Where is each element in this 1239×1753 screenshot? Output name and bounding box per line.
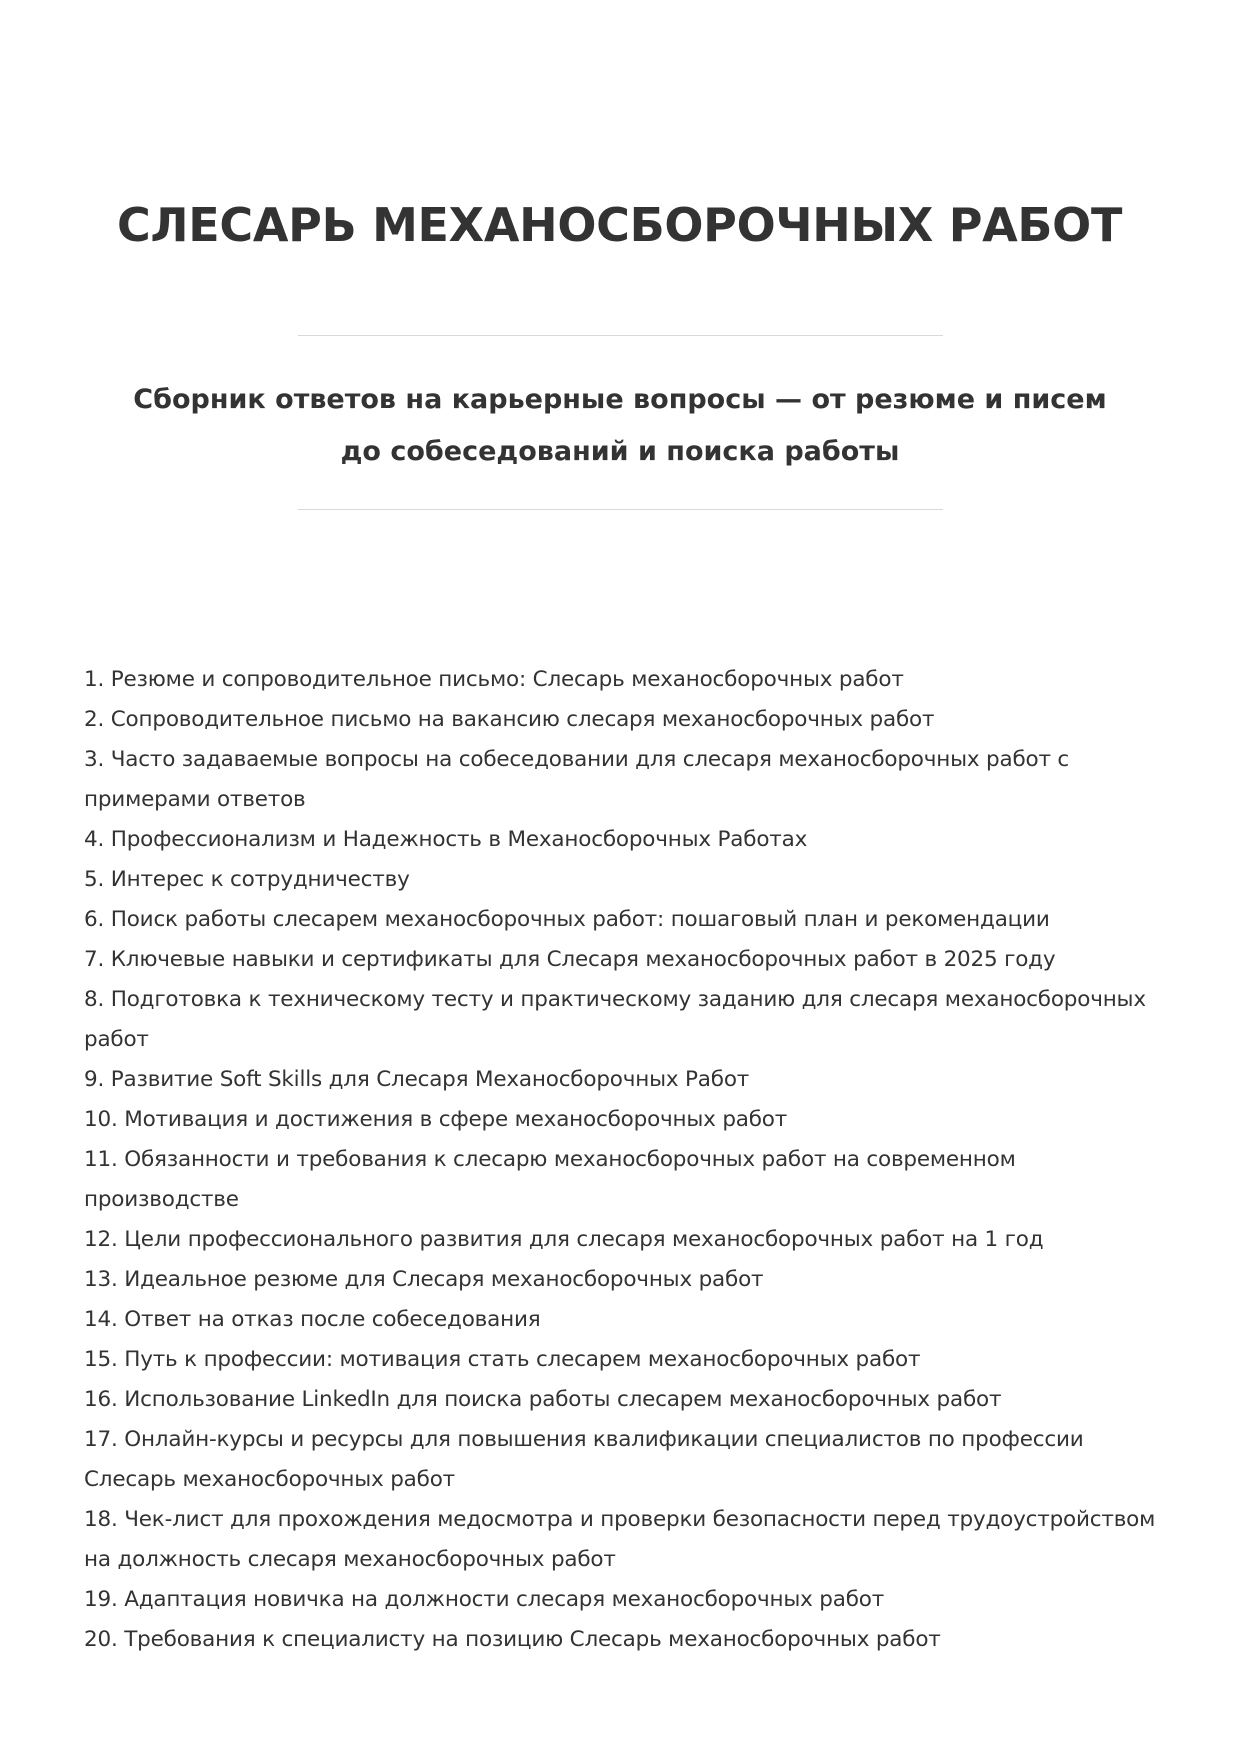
toc-item-14[interactable]: 14. Ответ на отказ после собеседования <box>84 1307 541 1332</box>
page-title: СЛЕСАРЬ МЕХАНОСБОРОЧНЫХ РАБОТ <box>116 198 1123 252</box>
divider-top <box>298 335 943 336</box>
toc-item-18[interactable]: 18. Чек-лист для прохождения медосмотра и проверки безопасности перед трудоустройством на должность слесаря механосборочных работ <box>84 1507 1156 1572</box>
toc-item-3[interactable]: 3. Часто задаваемые вопросы на собеседовании для слесаря механосборочных работ с примерами ответов <box>84 747 1070 812</box>
toc-item-15[interactable]: 15. Путь к профессии: мотивация стать слесарем механосборочных работ <box>84 1347 921 1372</box>
toc-item-5[interactable]: 5. Интерес к сотрудничеству <box>84 867 410 892</box>
toc-item-13[interactable]: 13. Идеальное резюме для Слесаря механосборочных работ <box>84 1267 764 1292</box>
toc-item-20[interactable]: 20. Требования к специалисту на позицию Слесарь механосборочных работ <box>84 1627 941 1652</box>
toc-item-19[interactable]: 19. Адаптация новичка на должности слесаря механосборочных работ <box>84 1587 885 1612</box>
toc-item-16[interactable]: 16. Использование LinkedIn для поиска работы слесарем механосборочных работ <box>84 1387 1002 1412</box>
toc-item-17[interactable]: 17. Онлайн-курсы и ресурсы для повышения квалификации специалистов по профессии Слесарь механосборочных работ <box>84 1427 1084 1492</box>
divider-bottom <box>298 509 943 510</box>
toc-item-12[interactable]: 12. Цели профессионального развития для слесаря механосборочных работ на 1 год <box>84 1227 1044 1252</box>
toc-item-8[interactable]: 8. Подготовка к техническому тесту и практическому заданию для слесаря механосборочных работ <box>84 987 1146 1052</box>
toc-item-10[interactable]: 10. Мотивация и достижения в сфере механосборочных работ <box>84 1107 788 1132</box>
toc-item-2[interactable]: 2. Сопроводительное письмо на вакансию слесаря механосборочных работ <box>84 707 935 732</box>
toc-item-1[interactable]: 1. Резюме и сопроводительное письмо: Слесарь механосборочных работ <box>84 667 904 692</box>
table-of-contents <box>84 660 1164 1660</box>
toc-item-4[interactable]: 4. Профессионализм и Надежность в Механосборочных Работах <box>84 827 808 852</box>
toc-item-9[interactable]: 9. Развитие Soft Skills для Слесаря Механосборочных Работ <box>84 1067 750 1092</box>
toc-item-6[interactable]: 6. Поиск работы слесарем механосборочных работ: пошаговый план и рекомендации <box>84 907 1050 932</box>
toc-item-7[interactable]: 7. Ключевые навыки и сертификаты для Слесаря механосборочных работ в 2025 году <box>84 947 1056 972</box>
page-subtitle: Сборник ответов на карьерные вопросы — от резюме и писем до собеседований и поиска работы <box>133 384 1107 467</box>
toc-item-11[interactable]: 11. Обязанности и требования к слесарю механосборочных работ на современном производстве <box>84 1147 1016 1212</box>
